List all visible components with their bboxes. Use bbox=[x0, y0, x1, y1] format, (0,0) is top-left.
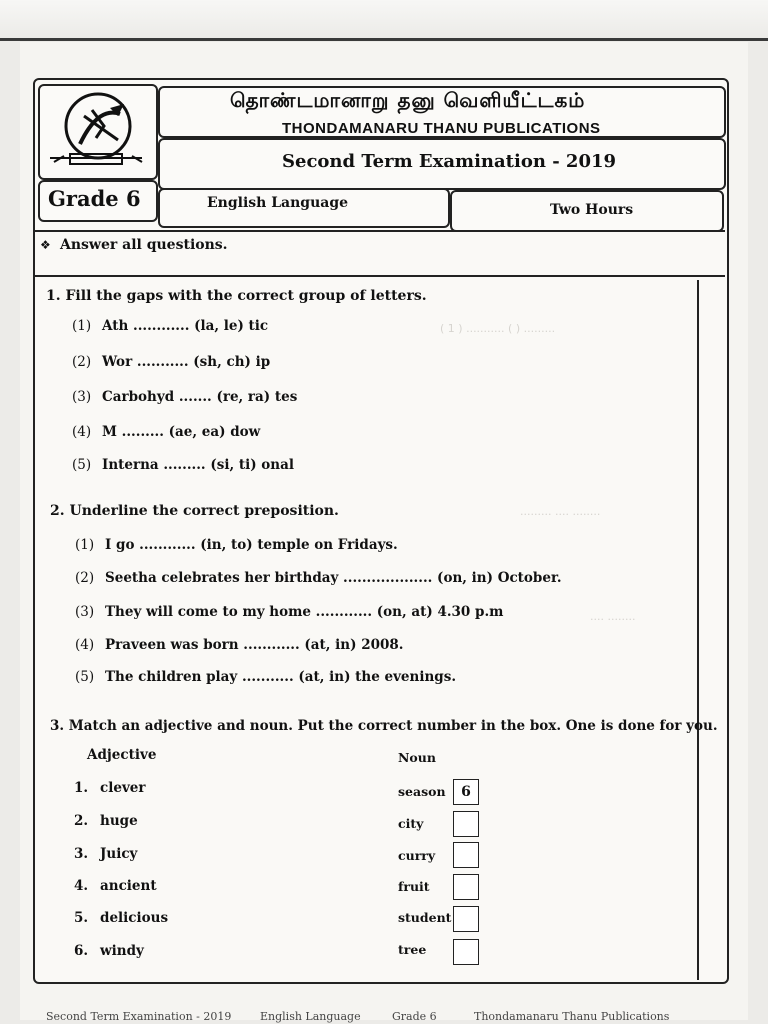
archer-emblem-icon bbox=[40, 86, 152, 174]
answer-box[interactable] bbox=[453, 811, 479, 837]
adjective-item: 4. ancient bbox=[74, 878, 157, 894]
q1-item: (1) Ath ............ (la, le) tic bbox=[72, 318, 269, 334]
q1-item: (4) M ......... (ae, ea) dow bbox=[72, 424, 261, 440]
grade-label: Grade 6 bbox=[48, 186, 141, 211]
noun-item: season bbox=[398, 784, 446, 799]
header-divider bbox=[35, 230, 725, 232]
bleed-through: ......... .... ........ bbox=[520, 505, 601, 518]
exam-title: Second Term Examination - 2019 bbox=[282, 151, 617, 172]
publisher-name: THONDAMANARU THANU PUBLICATIONS bbox=[282, 120, 601, 137]
answer-box[interactable] bbox=[453, 842, 479, 868]
adjective-item: 1. clever bbox=[74, 780, 146, 796]
margin-rule bbox=[697, 280, 699, 980]
q1-item: (2) Wor ........... (sh, ch) ip bbox=[72, 354, 271, 370]
scan-edge bbox=[0, 38, 768, 41]
question-1-title: 1. Fill the gaps with the correct group of letters. bbox=[46, 288, 427, 304]
adjective-item: 2. huge bbox=[74, 813, 138, 829]
scan-top-margin bbox=[0, 0, 768, 38]
diamond-bullet-icon: ❖ bbox=[40, 238, 51, 252]
footer-subject: English Language bbox=[260, 1010, 361, 1023]
noun-item: fruit bbox=[398, 879, 430, 894]
noun-column-header: Noun bbox=[398, 750, 436, 765]
adjective-column-header: Adjective bbox=[87, 747, 157, 763]
instruction-divider bbox=[35, 275, 725, 277]
bleed-through: ( 1 ) ........... ( ) ......... bbox=[440, 322, 556, 335]
q2-item: (4) Praveen was born ............ (at, in) 2008. bbox=[75, 637, 404, 653]
q1-item: (3) Carbohyd ....... (re, ra) tes bbox=[72, 389, 298, 405]
footer-exam: Second Term Examination - 2019 bbox=[46, 1010, 232, 1023]
footer-publisher: Thondamanaru Thanu Publications bbox=[474, 1010, 670, 1023]
duration-label: Two Hours bbox=[550, 202, 634, 218]
noun-item: curry bbox=[398, 848, 436, 863]
q2-item: (3) They will come to my home ............ (on, at) 4.30 p.m bbox=[75, 604, 504, 620]
answer-box[interactable] bbox=[453, 874, 479, 900]
answer-box[interactable]: 6 bbox=[453, 779, 479, 805]
subject-label: English Language bbox=[207, 195, 349, 211]
adjective-item: 6. windy bbox=[74, 943, 144, 959]
publisher-tamil-name: தொண்டமானாறு தனு வெளியீட்டகம் bbox=[230, 88, 586, 112]
question-2-title: 2. Underline the correct preposition. bbox=[50, 503, 339, 519]
instruction-line bbox=[40, 237, 228, 253]
answer-box[interactable] bbox=[453, 906, 479, 932]
noun-item: tree bbox=[398, 942, 427, 957]
q1-item: (5) Interna ......... (si, ti) onal bbox=[72, 457, 294, 473]
adjective-item: 5. delicious bbox=[74, 910, 169, 926]
q2-item: (5) The children play ........... (at, in) the evenings. bbox=[75, 669, 457, 685]
adjective-item: 3. Juicy bbox=[74, 846, 138, 862]
noun-item: student bbox=[398, 910, 452, 925]
bleed-through: .... ........ bbox=[590, 610, 636, 623]
noun-item: city bbox=[398, 816, 424, 831]
instruction-text: Answer all questions. bbox=[60, 237, 228, 253]
publisher-logo bbox=[38, 84, 158, 180]
answer-box[interactable] bbox=[453, 939, 479, 965]
q2-item: (2) Seetha celebrates her birthday ................... (on, in) October. bbox=[75, 570, 562, 586]
q2-item: (1) I go ............ (in, to) temple on Fridays. bbox=[75, 537, 398, 553]
footer-grade: Grade 6 bbox=[392, 1010, 437, 1023]
question-3-title: 3. Match an adjective and noun. Put the correct number in the box. One is done for you. bbox=[50, 718, 718, 734]
